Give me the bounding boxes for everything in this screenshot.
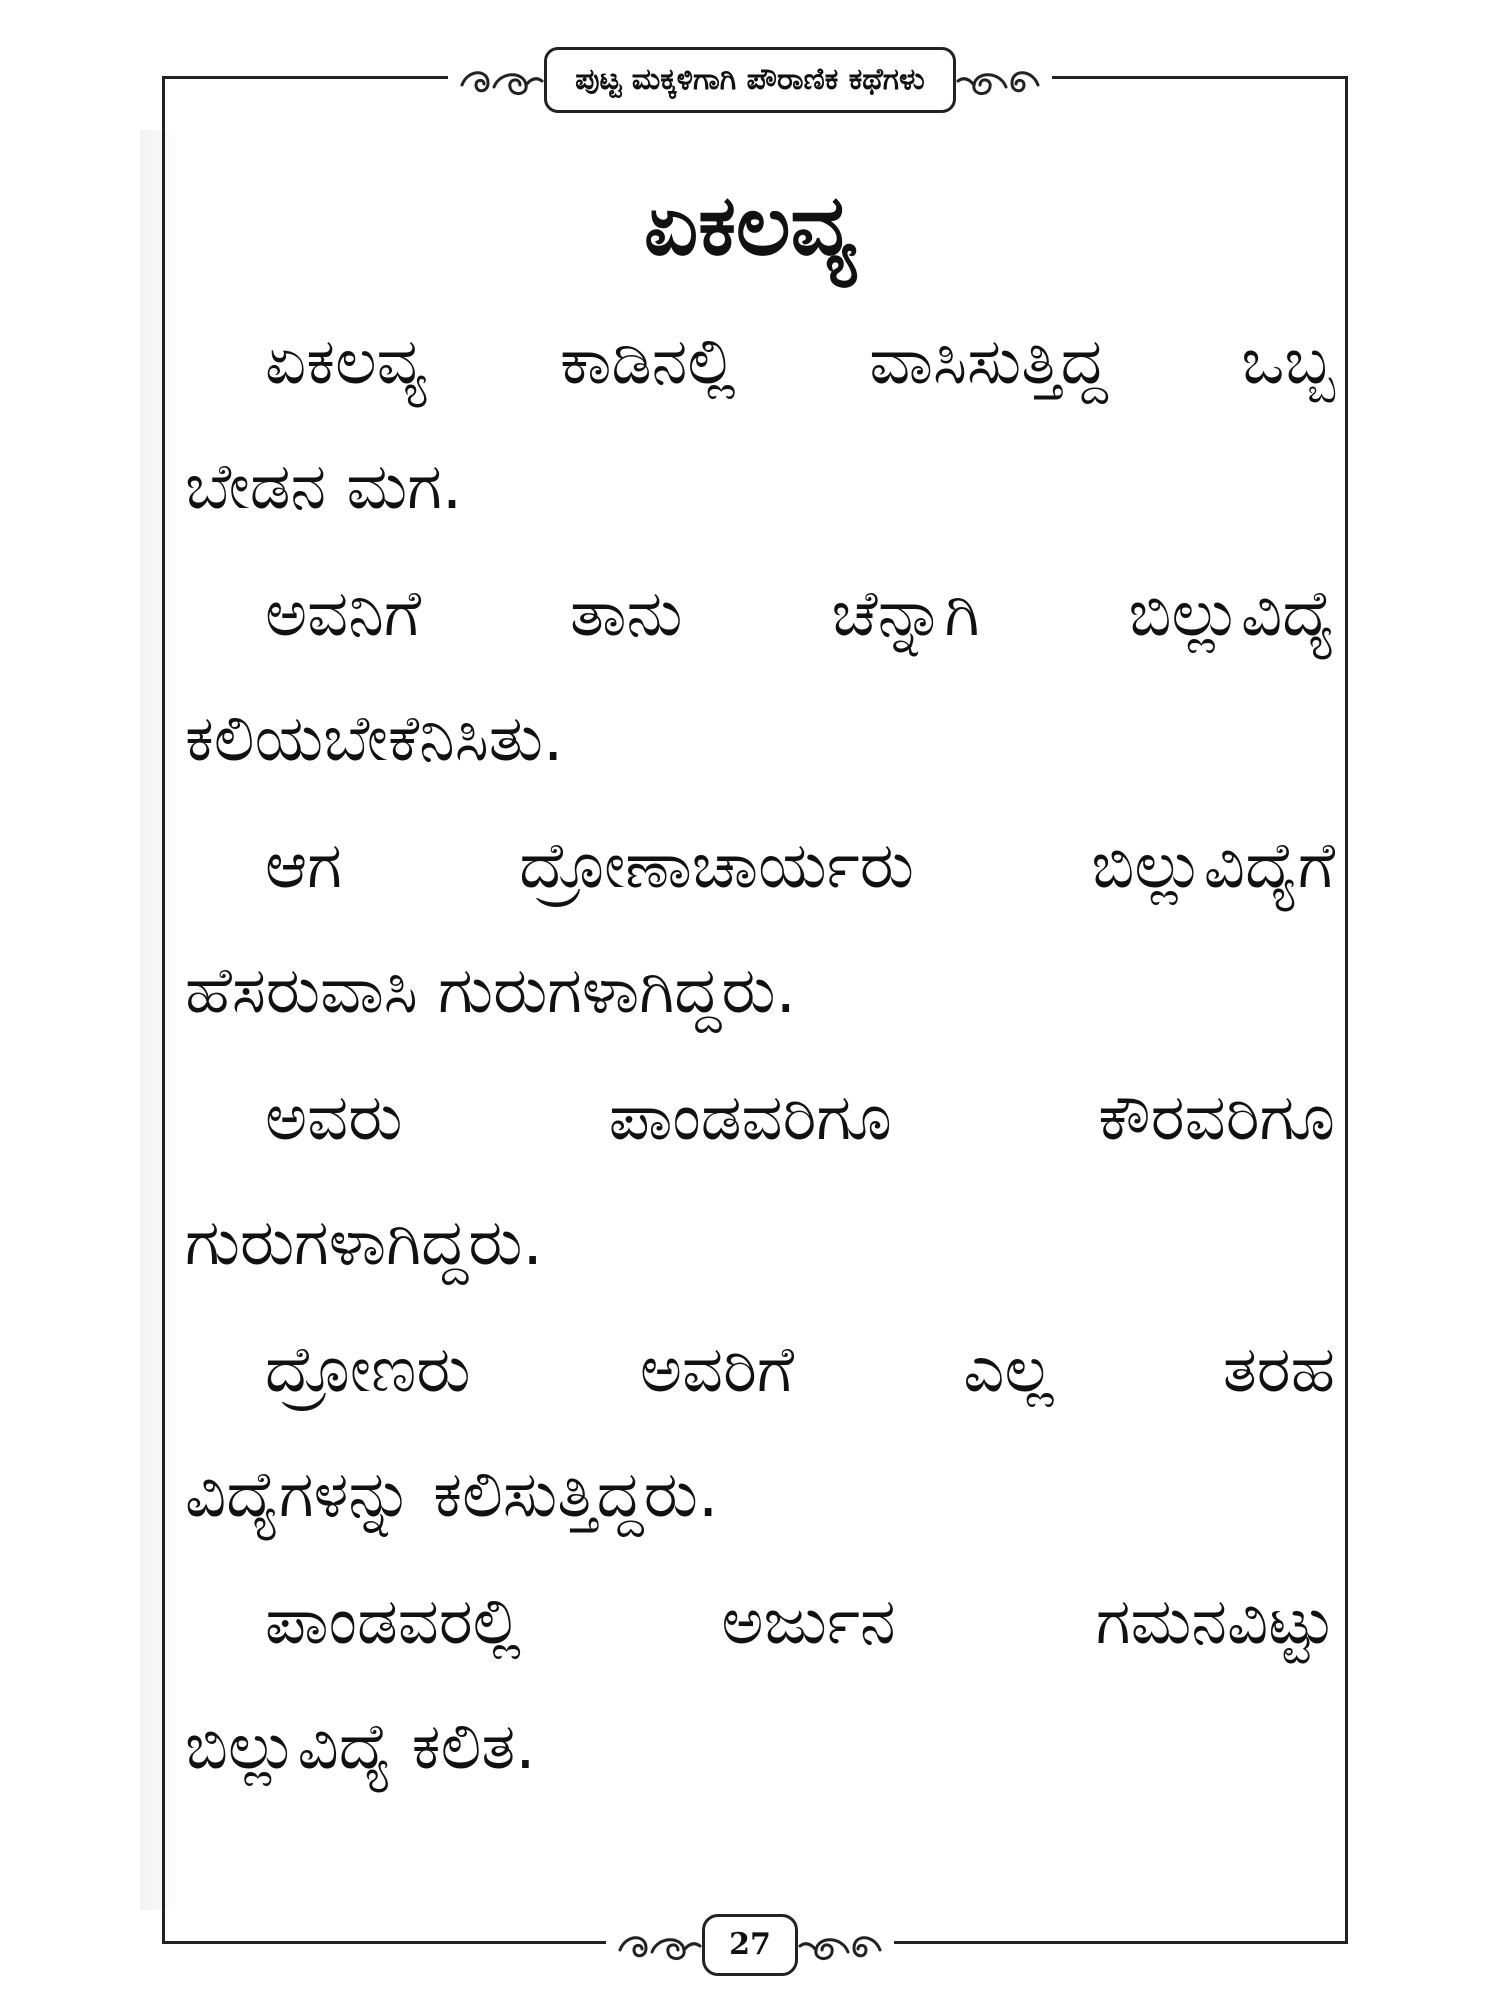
- running-header: [0, 40, 1500, 120]
- paragraph-line: ಅವನಿಗೆ ತಾನು ಚೆನ್ನಾಗಿ ಬಿಲ್ಲುವಿದ್ಯೆ: [265, 577, 1335, 651]
- paragraph-line: ಗುರುಗಳಾಗಿದ್ದರು.: [185, 1206, 543, 1280]
- paragraph: [185, 1056, 1335, 1306]
- book-title-plaque: ಪುಟ್ಟ ಮಕ್ಕಳಿಗಾಗಿ ಪೌರಾಣಿಕ ಕಥೆಗಳು: [544, 47, 956, 113]
- paragraph: [185, 552, 1335, 802]
- scroll-flourish-right-icon: [798, 1920, 888, 1970]
- paragraph: [185, 1308, 1335, 1558]
- paragraph-line: ಬಿಲ್ಲುವಿದ್ಯೆ ಕಲಿತ.: [185, 1710, 536, 1784]
- paragraph-line: ಕಲಿಯಬೇಕೆನಿಸಿತು.: [185, 702, 564, 776]
- paragraph-line: ಪಾಂಡವರಲ್ಲಿ ಅರ್ಜುನ ಗಮನವಿಟ್ಟು: [265, 1585, 1335, 1659]
- paragraph: [185, 1560, 1335, 1810]
- paragraph-line: ಹೆಸರುವಾಸಿ ಗುರುಗಳಾಗಿದ್ದರು.: [185, 954, 796, 1028]
- paragraph-line: ಆಗ ದ್ರೋಣಾಚಾರ್ಯರು ಬಿಲ್ಲುವಿದ್ಯೆಗೆ: [265, 829, 1335, 903]
- scroll-flourish-left-icon: [454, 55, 544, 105]
- paragraph-line: ವಿದ್ಯೆಗಳನ್ನು ಕಲಿಸುತ್ತಿದ್ದರು.: [185, 1458, 719, 1532]
- chapter-title: ಏಕಲವ್ಯ: [644, 176, 856, 274]
- paragraph-line: ಏಕಲವ್ಯ ಕಾಡಿನಲ್ಲಿ ವಾಸಿಸುತ್ತಿದ್ದ ಒಬ್ಬ: [265, 325, 1335, 399]
- paragraph-line: ಅವರು ಪಾಂಡವರಿಗೂ ಕೌರವರಿಗೂ: [265, 1081, 1335, 1155]
- paragraph: [185, 804, 1335, 1054]
- story-body: [185, 300, 1335, 1812]
- paragraph-line: ಬೇಡನ ಮಗ.: [185, 450, 463, 524]
- page-number: 27: [702, 1914, 798, 1976]
- paragraph: [185, 300, 1335, 550]
- scroll-flourish-right-icon: [956, 55, 1046, 105]
- scroll-flourish-left-icon: [612, 1920, 702, 1970]
- paragraph-line: ದ್ರೋಣರು ಅವರಿಗೆ ಎಲ್ಲ ತರಹ: [265, 1333, 1335, 1407]
- page-footer: [0, 1910, 1500, 1980]
